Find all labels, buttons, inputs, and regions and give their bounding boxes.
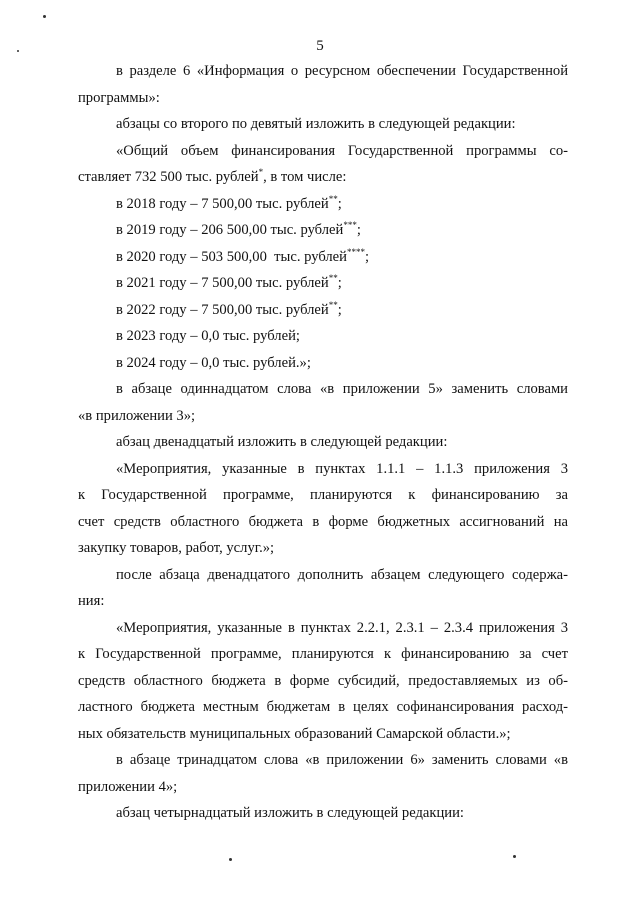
- text-line: «в приложении 3»;: [78, 407, 196, 424]
- funding-line-2021: [78, 270, 568, 297]
- text-fragment: в 2019 году – 206 500,00 тыс. рублей: [116, 222, 344, 238]
- paragraph: [78, 58, 568, 85]
- text-line: в абзаце тринадцатом слова «в приложении 6» заменить словами «в: [116, 752, 568, 768]
- paragraph: [78, 111, 568, 138]
- paragraph: [78, 747, 568, 774]
- text-line: закупку товаров, работ, услуг.»;: [78, 540, 275, 556]
- document-body: [78, 58, 568, 827]
- scan-speck: [513, 855, 516, 858]
- paragraph-continuation: [78, 774, 568, 801]
- paragraph-continuation: [78, 85, 568, 112]
- funding-line-2022: [78, 297, 568, 324]
- text-line: к Государственной программе, планируются к финансированию за: [78, 487, 568, 503]
- paragraph: [78, 562, 568, 589]
- funding-line-2024: [78, 350, 568, 377]
- text-fragment: , в том числе:: [263, 169, 347, 185]
- footnote-mark: ***: [343, 220, 357, 230]
- text-line: абзац четырнадцатый изложить в следующей редакции:: [116, 805, 464, 821]
- funding-line-2018: [78, 191, 568, 218]
- paragraph: [78, 800, 568, 827]
- paragraph-continuation: [78, 164, 568, 191]
- text-line: «Мероприятия, указанные в пунктах 2.2.1, 2.3.1 – 2.3.4 приложения 3: [116, 619, 568, 636]
- funding-line-2019: [78, 217, 568, 244]
- text-line: «Общий объем финансирования Государственной программы со-: [116, 142, 568, 159]
- text-fragment: в 2022 году – 7 500,00 тыс. рублей: [116, 301, 329, 318]
- footnote-mark: **: [328, 273, 338, 283]
- text-fragment: в 2020 году – 503 500,00 тыс. рублей: [116, 248, 347, 265]
- text-line: в разделе 6 «Информация о ресурсном обеспечении Государственной: [116, 63, 568, 79]
- paragraph: [78, 615, 568, 642]
- text-line: ния:: [78, 593, 105, 609]
- text-fragment: в 2018 году – 7 500,00 тыс. рублей: [116, 195, 329, 212]
- text-fragment: в 2021 году – 7 500,00 тыс. рублей: [116, 275, 329, 291]
- page-number: 5: [316, 38, 324, 54]
- footnote-mark: ****: [346, 246, 365, 257]
- funding-line-2023: [78, 323, 568, 350]
- text-line: абзац двенадцатый изложить в следующей редакции:: [116, 434, 448, 450]
- paragraph-continuation: [78, 588, 568, 615]
- paragraph-continuation: [78, 403, 568, 430]
- paragraph-continuation: [78, 641, 568, 747]
- text-line: в 2023 году – 0,0 тыс. рублей;: [116, 328, 300, 344]
- text-fragment: ставляет 732 500 тыс. рублей: [78, 169, 259, 185]
- paragraph: [78, 138, 568, 165]
- footnote-mark: **: [328, 299, 338, 310]
- paragraph: [78, 376, 568, 403]
- paragraph-continuation: [78, 482, 568, 562]
- scan-speck: [229, 858, 232, 861]
- text-fragment: ;: [337, 301, 342, 318]
- funding-line-2020: [78, 244, 568, 271]
- text-fragment: ;: [364, 248, 370, 265]
- text-line: приложении 4»;: [78, 778, 178, 795]
- text-line: средств областного бюджета в форме субсидий, предоставляемых из об-: [78, 672, 568, 689]
- footnote-mark: *: [258, 167, 264, 177]
- text-fragment: ;: [356, 222, 361, 238]
- text-line: программы»:: [78, 89, 160, 106]
- text-line: ластного бюджета местным бюджетам в целях софинансирования расход-: [78, 699, 568, 715]
- text-line: абзацы со второго по девятый изложить в следующей редакции:: [116, 116, 516, 132]
- text-line: ных обязательств муниципальных образований Самарской области.»;: [78, 725, 511, 742]
- text-fragment: ;: [337, 275, 342, 291]
- scan-speck: [43, 15, 46, 18]
- text-line: счет средств областного бюджета в форме бюджетных ассигнований на: [78, 513, 568, 530]
- text-line: «Мероприятия, указанные в пунктах 1.1.1 – 1.1.3 приложения 3: [116, 460, 568, 477]
- text-line: в 2024 году – 0,0 тыс. рублей.»;: [116, 354, 311, 371]
- text-line: после абзаца двенадцатого дополнить абзацем следующего содержа-: [116, 566, 568, 583]
- paragraph: [78, 429, 568, 456]
- text-fragment: ;: [337, 195, 342, 212]
- footnote-mark: **: [328, 193, 338, 204]
- paragraph: [78, 456, 568, 483]
- text-line: в абзаце одиннадцатом слова «в приложении 5» заменить словами: [116, 381, 568, 397]
- text-line: к Государственной программе, планируются к финансированию за счет: [78, 646, 568, 662]
